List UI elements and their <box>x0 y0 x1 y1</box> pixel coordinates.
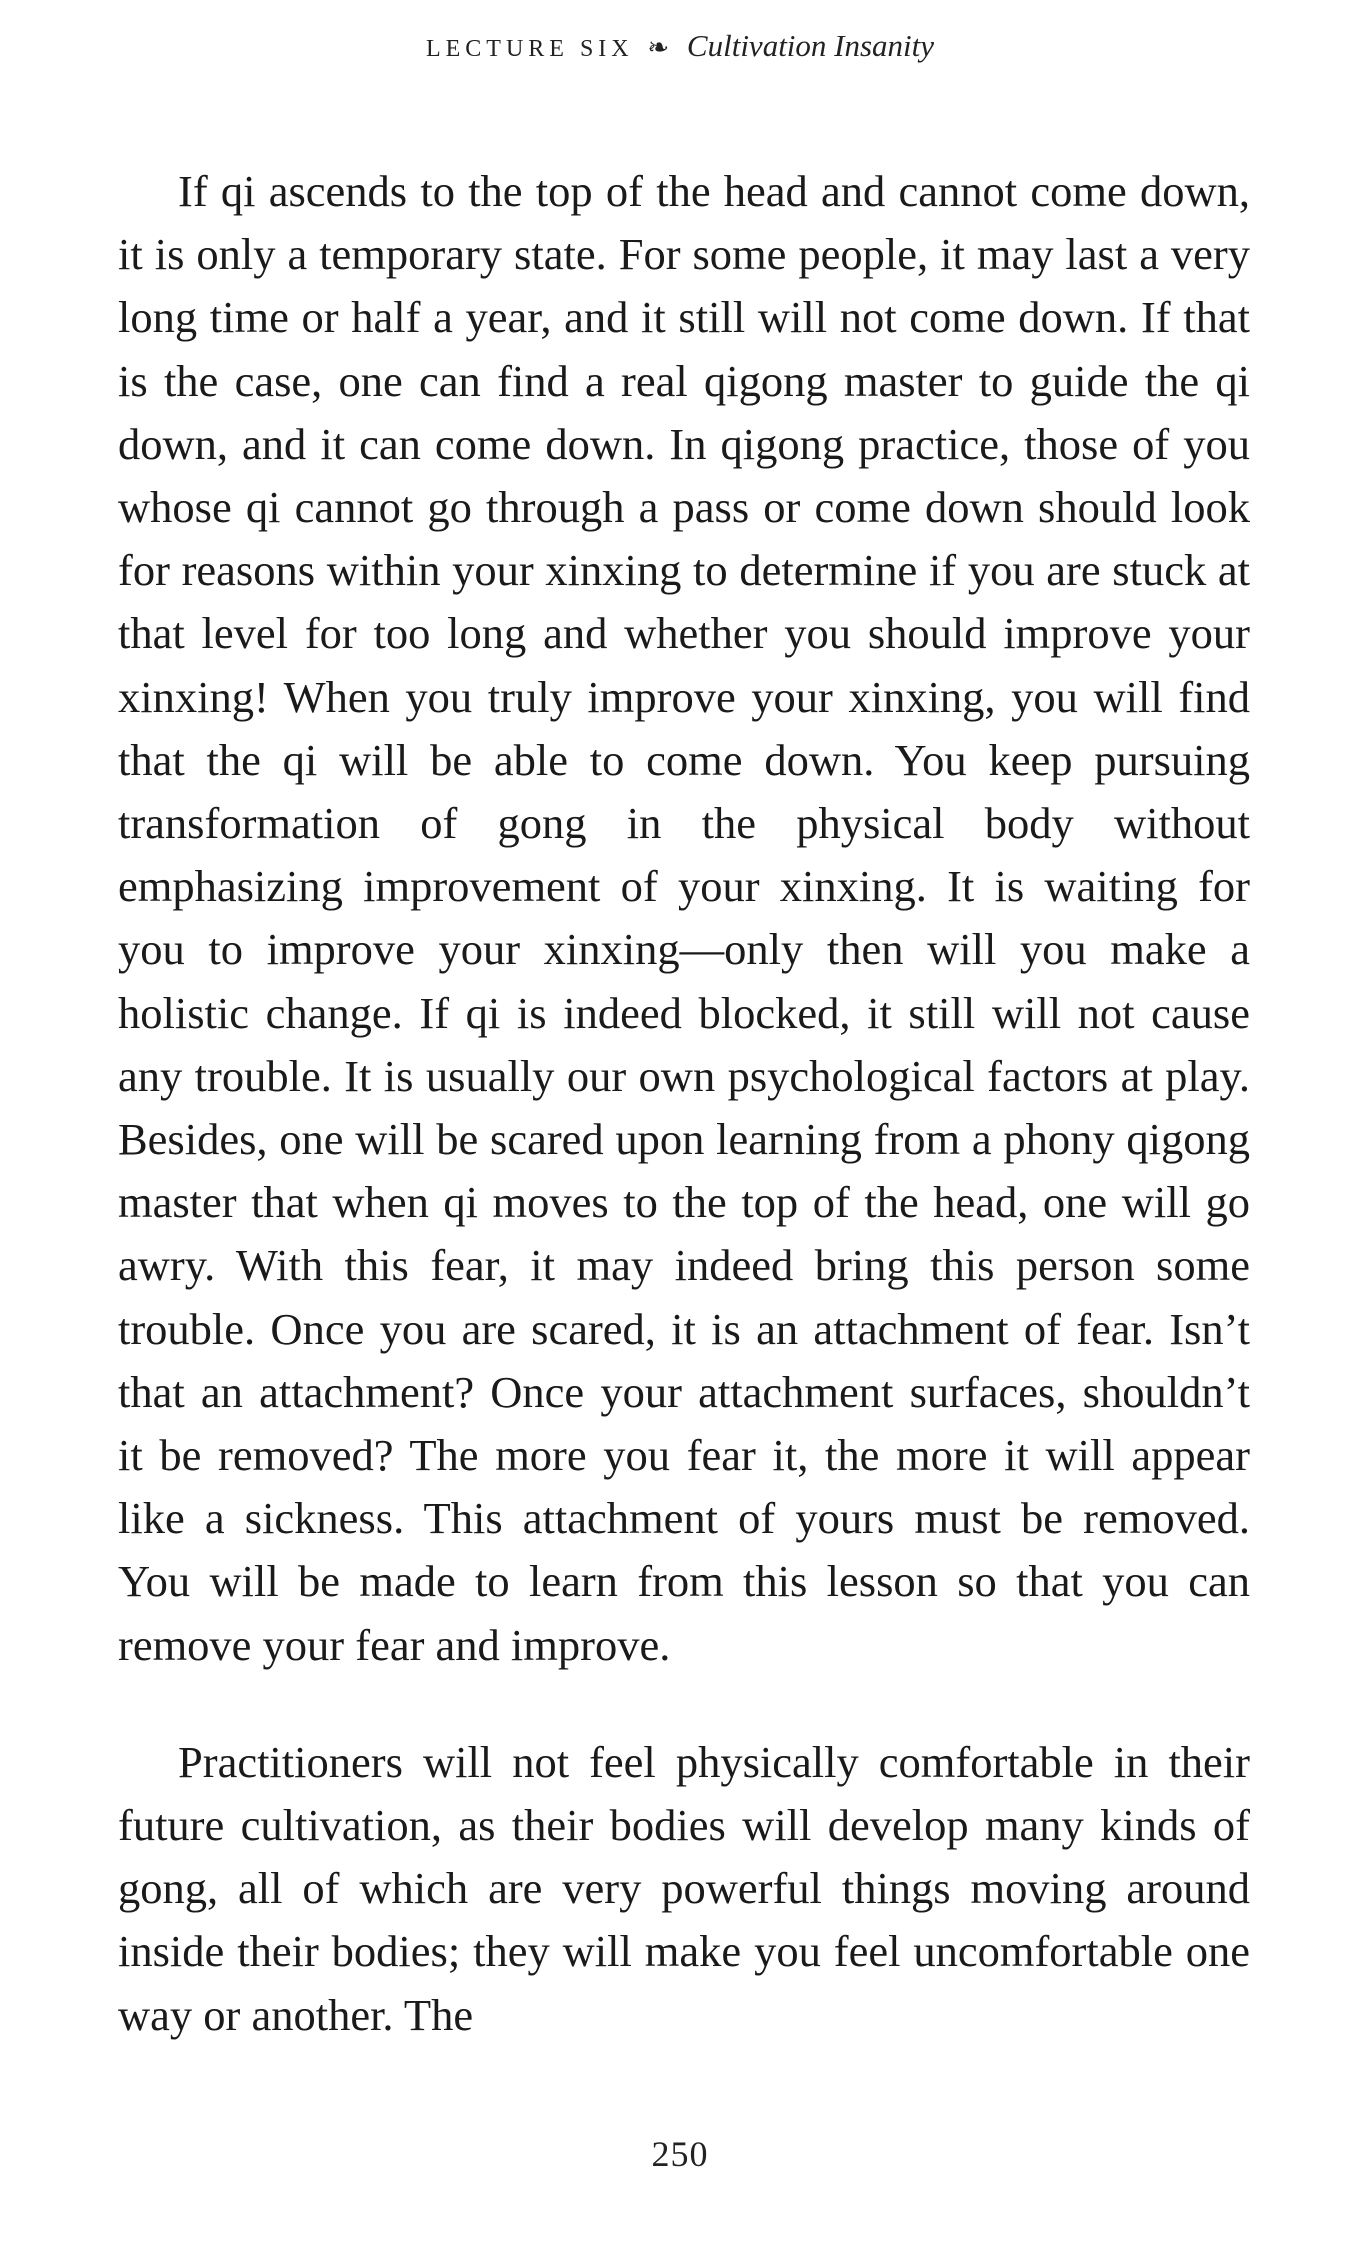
running-head-chapter: Cultivation Insanity <box>686 28 935 63</box>
paragraph-2: Practitioners will not feel physically comfortable in their future cultivation, as their bodies will develop many kinds of gong, all of which are very powerful things moving around inside their bodies; they will make you feel uncomfortable one way or another. The <box>118 1736 1250 2040</box>
page-number: 250 <box>651 2134 709 2174</box>
running-head-section: LECTURE SIX <box>425 36 634 62</box>
fleuron-icon: ❧ <box>647 33 670 62</box>
body-text <box>118 160 1250 2047</box>
running-head <box>0 26 1360 69</box>
paragraph-1: If qi ascends to the top of the head and cannot come down, it is only a temporary state. For some people, it may last a very long time or half a year, and it still will not come down. If that is the case, one can find a real qigong master to guide the qi down, and it can come down. In qigong practice, those of you whose qi cannot go through a pass or come down should look for reasons within your xinxing to determine if you are stuck at that level for too long and whether you should improve your xinxing! When you truly improve your xinxing, you will find that the qi will be able to come down. You keep pursuing transformation of gong in the physical body without emphasizing improvement of your xinxing. It is waiting for you to improve your xinxing—only then will you make a holistic change. If qi is indeed blocked, it still will not cause any trouble. It is usually our own psychological factors at play. Besides, one will be scared upon learning from a phony qigong master that when qi moves to the top of the head, one will go awry. With this fear, it may indeed bring this person some trouble. Once you are scared, it is an attachment of fear. Isn’t that an attachment? Once your attachment surfaces, shouldn’t it be removed? The more you fear it, the more it will appear like a sickness. This attachment of yours must be removed. You will be made to learn from this lesson so that you can remove your fear and improve. <box>118 166 1250 1670</box>
